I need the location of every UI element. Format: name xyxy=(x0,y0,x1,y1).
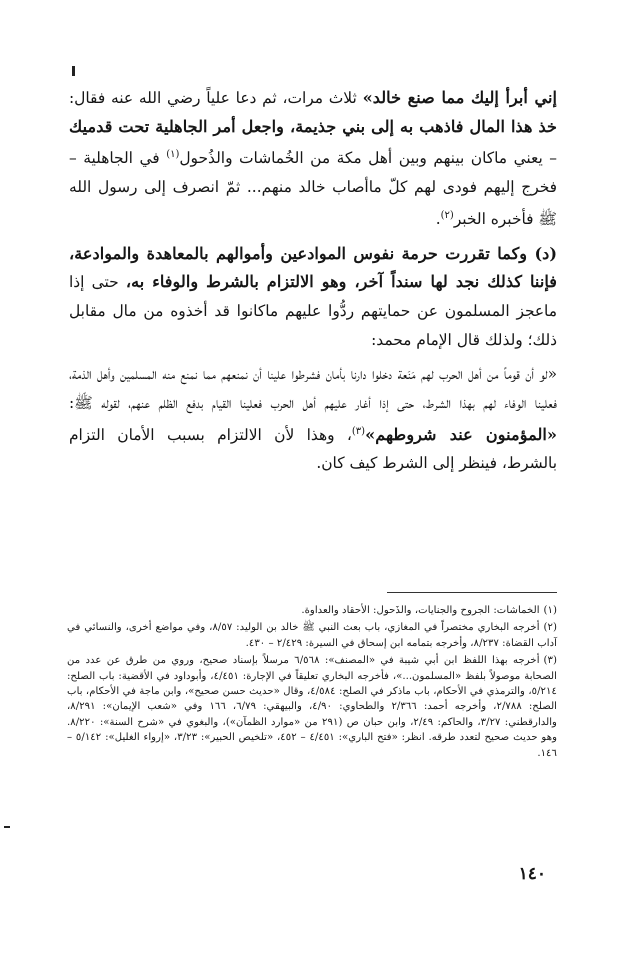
paragraph-2 xyxy=(69,240,557,355)
text-run: ثلاث مرات، ثم دعا علياً رضي الله عنه فقال: xyxy=(69,89,363,107)
margin-mark xyxy=(4,826,10,828)
margin-mark xyxy=(72,66,75,76)
text-run: في الجاهلية – فخرج إليهم فودى لهم كلّ ماأصاب خالد منهم... ثمّ انصرف إلى رسول الله ﷺ فأخبره الخبر xyxy=(69,149,557,228)
footnote-ref: (٢) xyxy=(440,209,454,221)
footnote-number: (٢) xyxy=(543,622,557,634)
main-text xyxy=(69,84,557,478)
footnote-number: (٣) xyxy=(543,655,557,667)
footnote-text: الخماشات: الجروح والجنايات، والذَحول: الأحقاد والعداوة. xyxy=(301,605,540,616)
footnote-number: (١) xyxy=(543,605,557,616)
footnote-divider xyxy=(387,592,557,593)
footnote-text: أخرجه البخاري مختصراً في المغازي، باب بعث النبي ﷺ خالد بن الوليد: ٨/٥٧، وفي مواضع أخرى، والنسائي في آداب القضاة: ٨/٢٣٧، وأخرجه بتمامه ابن إسحاق في السيرة: ٢/٤٢٩ – ٤٣٠. xyxy=(67,622,557,649)
paragraph-1 xyxy=(69,84,557,234)
footnote xyxy=(67,653,557,761)
footnote xyxy=(67,603,557,618)
paragraph-3 xyxy=(69,360,557,478)
bold-phrase: خذ هذا المال فاذهب به إلى بني جذيمة، واجعل أمر الجاهلية تحت قدميك xyxy=(69,116,557,136)
footnotes xyxy=(67,603,557,763)
bold-phrase: (د) وكما تقررت حرمة نفوس الموادعين وأموالهم بالمعاهدة والموادعة، فإننا كذلك نجد لها سنداً آخر، وهو الالتزام بالشرط والوفاء به، xyxy=(69,243,557,292)
text-run: ، وهذا لأن الالتزام بسبب الأمان التزام بالشرط، فينظر إلى الشرط كيف كان. xyxy=(69,425,557,473)
bold-phrase: «المؤمنون عند شروطهم» xyxy=(365,424,557,444)
footnote-ref: (١) xyxy=(166,149,180,161)
page-number: ١٤٠ xyxy=(518,864,546,884)
text-run: – يعني ماكان بينهم وبين أهل مكة من الخُماشات والذُحول xyxy=(179,149,557,168)
text-run: «لو أن قوماً من أهل الحرب لهم مَنَعة دخلوا دارنا بأمان فشرطوا علينا أن نمنعهم مما نمنع منه المسلمين وأهل الذمة، فعلينا الوفاء لهم بهذا الشرط، حتى إذا أغار عليهم أهل الحرب فعلينا القيام بدفع الظلم عنهم، لقوله ﷺ: xyxy=(69,365,557,413)
text-run: حتى إذا ماعجز المسلمون عن حمايتهم ردُّوا عليهم ماكانوا قد أخذوه من مال مقابل ذلك؛ ولذلك قال الإمام محمد: xyxy=(69,273,557,349)
footnote xyxy=(67,620,557,651)
bold-phrase: إني أبرأ إليك مما صنع خالد» xyxy=(362,88,557,107)
text-run: . xyxy=(435,209,441,228)
footnote-ref: (٣) xyxy=(351,425,366,437)
footnote-text: أخرجه بهذا اللفظ ابن أبي شيبة في «المصنف»: ٦/٥٦٨ مرسلاً بإسناد صحيح، وروي من طرق عن عدد من الصحابة موصولاً بلفظ «المسلمون...»، فأخرجه البخاري تعليقاً في الإجارة: ٤/٤٥١، وأبوداود في الأقضية: باب الصلح: ٥/٢١٤، والترمذي في الأحكام، باب ماذكر في الصلح: ٤/٥٨٤، وقال «حديث حسن صحيح»، وابن ماجة في الأحكام، باب الصلح: ٢/٧٨٨، وأخرجه أحمد: ٢/٣٦٦ والطحاوي: ٤/٩٠، والبيهقي: ٦/٧٩، ١٦٦ وفي «شعب الإيمان»: ٨/٢٩١، والدارقطني: ٣/٢٧، والحاكم: ٢/٤٩، وابن حبان ص (٢٩١ من «موارد الظمآن»)، والبغوي في «شرح السنة»: ٨/٢٢٠. وهو حديث صحيح لتعدد طرقه. انظر: «فتح الباري»: ٤/٤٥١ – ٤٥٢، «تلخيص الحبير»: ٣/٢٣، «إرواء الغليل»: ٥/١٤٢ – ١٤٦. xyxy=(67,655,558,759)
